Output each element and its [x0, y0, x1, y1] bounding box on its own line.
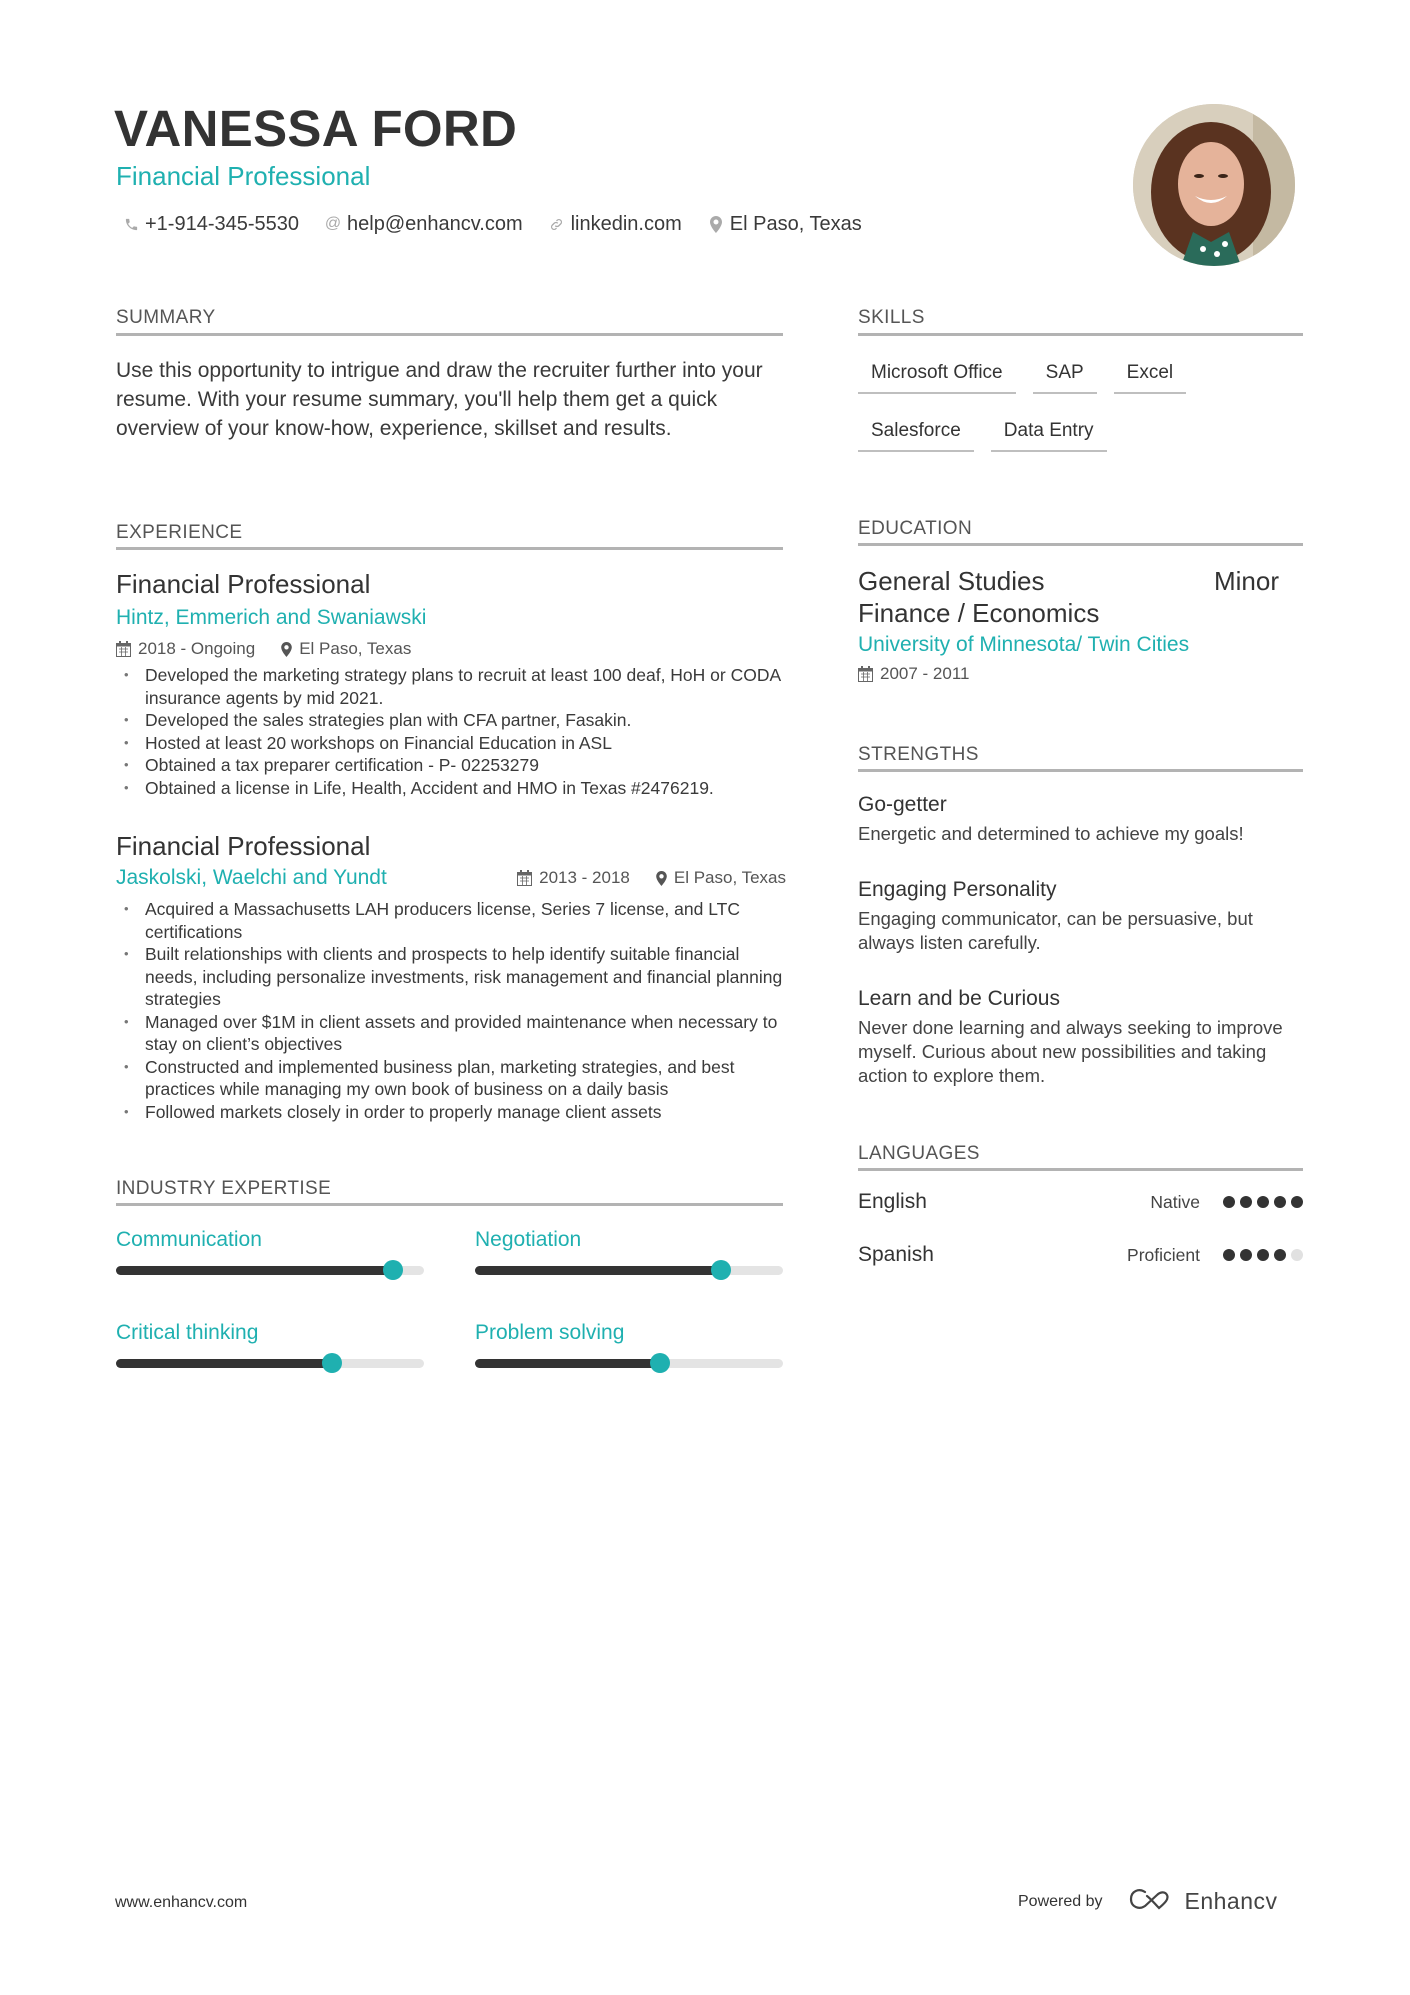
at-icon: @: [324, 215, 342, 232]
expertise-bar-knob: [383, 1260, 403, 1280]
education-divider: [858, 543, 1303, 546]
expertise-item: [116, 1319, 424, 1368]
job-subheader: [116, 864, 786, 892]
strength-item: [858, 985, 1303, 1088]
languages-divider: [858, 1168, 1303, 1171]
job-entry: [116, 830, 786, 1123]
expertise-label: Communication: [116, 1228, 262, 1251]
bullet-item: • Developed the marketing strategy plans to recruit at least 100 deaf, HoH or CODA insurance agents by mid 2021.: [116, 664, 786, 709]
expertise-label: Negotiation: [475, 1228, 582, 1251]
job-location: El Paso, Texas: [656, 867, 786, 889]
expertise-label: Critical thinking: [116, 1321, 259, 1344]
expertise-item: [475, 1319, 783, 1368]
education-entry: [858, 565, 1303, 685]
bullet-item: • Built relationships with clients and prospects to help identify suitable financial needs, including personalize investments, risk management and financial planning strategies: [116, 943, 786, 1011]
experience-heading: EXPERIENCE: [116, 522, 243, 543]
location-text: El Paso, Texas: [729, 213, 862, 235]
languages-heading: LANGUAGES: [858, 1143, 980, 1164]
map-pin-icon: [656, 871, 667, 886]
language-item: [858, 1190, 1303, 1214]
contact-linkedin[interactable]: [549, 210, 682, 238]
expertise-item: [116, 1226, 424, 1275]
expertise-item: [475, 1226, 783, 1275]
contact-phone: [123, 210, 299, 238]
contact-row: [123, 210, 888, 238]
expertise-bar: [116, 1359, 424, 1368]
footer-branding: [1018, 1887, 1278, 1916]
language-dots: [1218, 1196, 1303, 1208]
school-name: University of Minnesota/ Twin Cities: [858, 633, 1190, 656]
bullet-item: • Hosted at least 20 workshops on Financial Education in ASL: [116, 732, 786, 755]
phone-text: +1-914-345-5530: [145, 213, 300, 235]
strength-item: [858, 791, 1303, 846]
strength-title: Engaging Personality: [858, 878, 1057, 901]
expertise-bar-fill: [116, 1266, 393, 1275]
skills-heading: SKILLS: [858, 307, 925, 328]
expertise-bar-knob: [711, 1260, 731, 1280]
expertise-bar: [116, 1266, 424, 1275]
bullet-item: • Followed markets closely in order to properly manage client assets: [116, 1101, 786, 1124]
strength-desc: Never done learning and always seeking to improve myself. Curious about new possibilities and taking action to explore them.: [858, 1017, 1283, 1086]
skill-tag: Data Entry: [991, 416, 1107, 452]
job-meta: [517, 867, 786, 889]
strength-title: Go-getter: [858, 793, 947, 816]
bullet-item: • Acquired a Massachusetts LAH producers license, Series 7 license, and LTC certifications: [116, 898, 786, 943]
degree-field: Finance / Economics: [858, 598, 1100, 628]
language-dots: [1218, 1249, 1303, 1261]
expertise-bar-fill: [475, 1266, 721, 1275]
bullet-item: • Obtained a license in Life, Health, Accident and HMO in Texas #2476219.: [116, 777, 786, 800]
expertise-divider: [116, 1203, 783, 1206]
company-name: Jaskolski, Waelchi and Yundt: [116, 866, 387, 889]
skill-tag: SAP: [1033, 358, 1097, 394]
language-name: English: [858, 1190, 927, 1213]
degree-line: [858, 565, 1303, 597]
skills-tags: [858, 358, 1308, 474]
bullet-item: • Obtained a tax preparer certification - P- 02253279: [116, 754, 786, 777]
job-dates: 2018 - Ongoing: [116, 638, 255, 660]
expertise-bar: [475, 1266, 783, 1275]
language-level: Native: [1150, 1191, 1200, 1212]
bullet-item: • Constructed and implemented business plan, marketing strategies, and best practices while managing my own book of business on a daily basis: [116, 1056, 786, 1101]
skill-tag: Excel: [1114, 358, 1186, 394]
expertise-label: Problem solving: [475, 1321, 625, 1344]
map-pin-icon: [281, 642, 292, 657]
job-bullets: [116, 664, 786, 799]
strengths-divider: [858, 769, 1303, 772]
summary-heading: SUMMARY: [116, 307, 216, 328]
expertise-bar-knob: [650, 1353, 670, 1373]
job-title: Financial Professional: [116, 569, 371, 599]
strengths-heading: STRENGTHS: [858, 744, 979, 765]
strength-title: Learn and be Curious: [858, 987, 1060, 1010]
email-text: help@enhancv.com: [347, 213, 523, 235]
language-item: [858, 1243, 1303, 1267]
expertise-bar-knob: [322, 1353, 342, 1373]
job-location: El Paso, Texas: [281, 638, 411, 660]
summary-divider: [116, 333, 783, 336]
job-meta: [116, 638, 786, 660]
footer-website[interactable]: www.enhancv.com: [115, 1894, 248, 1911]
expertise-heading: INDUSTRY EXPERTISE: [116, 1178, 332, 1199]
bullet-item: • Developed the sales strategies plan with CFA partner, Fasakin.: [116, 709, 786, 732]
contact-email[interactable]: [325, 210, 523, 238]
calendar-icon: [116, 641, 131, 657]
education-dates: 2007 - 2011: [858, 663, 1303, 685]
linkedin-text: linkedin.com: [570, 213, 682, 235]
company-name: Hintz, Emmerich and Swaniawski: [116, 606, 427, 629]
phone-icon: [123, 215, 139, 233]
link-icon: [549, 215, 565, 233]
profile-photo: [1133, 104, 1295, 266]
bullet-item: • Managed over $1M in client assets and provided maintenance when necessary to stay on client’s objectives: [116, 1011, 786, 1056]
calendar-icon: [858, 666, 873, 682]
job-dates: 2013 - 2018: [517, 867, 630, 889]
degree-minor: Minor: [1213, 566, 1279, 596]
brand-name: Enhancv: [1184, 1888, 1278, 1914]
job-title: Financial Professional: [116, 831, 371, 861]
powered-by-label: Powered by: [1018, 1892, 1103, 1910]
expertise-bar-fill: [475, 1359, 660, 1368]
contact-location: [708, 210, 862, 238]
expertise-bar-fill: [116, 1359, 332, 1368]
skills-divider: [858, 333, 1303, 336]
summary-text: Use this opportunity to intrigue and draw the recruiter further into your resume. With your resume summary, you'll help them get a quick overview of your know-how, experience, skillset and results.: [116, 359, 763, 440]
degree-name: General Studies: [858, 566, 1045, 596]
expertise-bar: [475, 1359, 783, 1368]
calendar-icon: [517, 870, 532, 886]
strength-desc: Engaging communicator, can be persuasive, but always listen carefully.: [858, 908, 1253, 953]
candidate-title: Financial Professional: [116, 161, 371, 191]
education-heading: EDUCATION: [858, 518, 973, 539]
job-bullets: [116, 898, 786, 1123]
experience-divider: [116, 547, 783, 550]
skill-tag: Microsoft Office: [858, 358, 1016, 394]
enhancv-logo-icon: [1129, 1887, 1175, 1916]
language-level: Proficient: [1127, 1244, 1200, 1265]
language-name: Spanish: [858, 1243, 934, 1266]
job-entry: [116, 568, 786, 799]
candidate-name: VANESSA FORD: [114, 100, 518, 157]
strength-item: [858, 876, 1303, 955]
map-pin-icon: [708, 215, 724, 233]
strength-desc: Energetic and determined to achieve my goals!: [858, 823, 1244, 844]
skill-tag: Salesforce: [858, 416, 974, 452]
